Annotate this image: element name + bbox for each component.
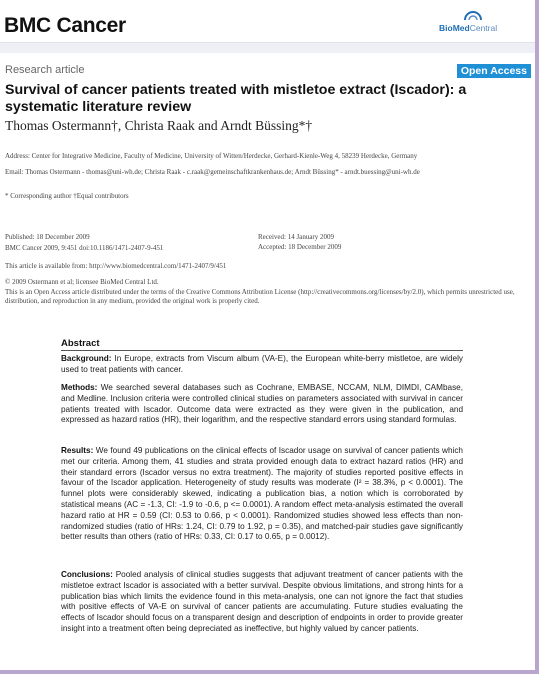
abstract-results: [61, 446, 463, 543]
conclusions-text: Pooled analysis of clinical studies suggests that adjuvant treatment of cancer patients with the mistletoe extract Iscador is associated with a better survival. Despite obvious limitations, and strong hints for a publication bias which limits the evidence found in this meta-analysis, one can not ignore the fact that studies with positive effects of VA-E on survival of cancer patients are accumulating. Future studies evaluating the effects of Iscador should focus on a transparent design and description of endpoints in order to provide greater insight into a treatment often being depreciated as ineffective, but highly valued by cancer patients.: [61, 570, 463, 633]
copyright: © 2009 Ostermann et al; licensee BioMed Central Ltd.: [5, 278, 159, 286]
journal-name: BMC Cancer: [4, 14, 126, 37]
copyright-block: [5, 278, 530, 307]
background-text: In Europe, extracts from Viscum album (VA-E), the European white-berry mistletoe, are widely used to treat patients with cancer.: [61, 354, 463, 374]
header-rule: [0, 42, 535, 53]
received-accepted: [258, 233, 341, 252]
address: Address: Center for Integrative Medicine, Faculty of Medicine, University of Witten/Herdecke, Gerhard-Kienle-Weg 4, 58239 Herdecke, Germany: [5, 152, 418, 160]
abstract-conclusions: [61, 570, 463, 635]
publisher-logo: [439, 6, 529, 36]
open-access-badge: Open Access: [457, 64, 531, 78]
publisher-part2: Central: [469, 23, 498, 33]
received-date: Received: 14 January 2009: [258, 233, 335, 241]
publisher-part1: BioMed: [439, 23, 470, 33]
background-label: Background:: [61, 354, 112, 363]
results-text: We found 49 publications on the clinical effects of Iscador usage on survival of cancer patients which met our criteria. Among them, 41 studies and strata provided enough data to extract hazard ratios (HR) and their standard errors (Iscador versus no extra treatment). The majority of studies reported positive effects in favour of the Iscador application. Heterogeneity of study results was moderate (I² = 38.3%, p < 0.0001). The funnel plots were considerably skewed, indicating a publication bias, a notion which is corroborated by statistical means (AC = -1.3, CI: -1.9 to -0.6, p <= 0.0001). A random effect meta-analysis estimated the overall hazard ratio at HR = 0.59 (CI: 0.53 to 0.66, p < 0.0001). Randomized studies showed less effects than non-randomized studies (ratio of HRs: 1.24, CI: 0.79 to 1.92, p = 0.35), and matched-pair studies gave significantly better results than others (ratio of HRs: 0.33, CI: 0.17 to 0.65, p = 0.0012).: [61, 446, 463, 542]
accepted-date: Accepted: 18 December 2009: [258, 242, 342, 251]
conclusions-label: Conclusions:: [61, 570, 113, 579]
abstract-rule: [61, 350, 463, 351]
abstract-box: [50, 330, 474, 662]
availability: This article is available from: http://www.biomedcentral.com/1471-2407/9/451: [5, 262, 227, 270]
published-date: Published: 18 December 2009: [5, 233, 90, 241]
abstract-background: [61, 354, 463, 376]
methods-text: We searched several databases such as Cochrane, EMBASE, NCCAM, NLM, DIMDI, CAMbase, and Medline. Inclusion criteria were controlled clinical studies on parameters associated with survival in cancer patients treated with Iscador. Outcome data were extracted as they were given in the publication, and expressed as hazard ratios (HR), their logarithm, and the respective standard errors using standard formulas.: [61, 383, 463, 425]
citation: BMC Cancer 2009, 9:451 doi:10.1186/1471-2407-9-451: [5, 244, 164, 252]
authors: Thomas Ostermann†, Christa Raak and Arndt Büssing*†: [5, 118, 313, 133]
logo-arc-icon: [463, 6, 483, 22]
results-label: Results:: [61, 446, 94, 455]
article-title: Survival of cancer patients treated with mistletoe extract (Iscador): a systematic literature review: [5, 82, 467, 115]
article-type: Research article: [5, 64, 85, 76]
email: Email: Thomas Ostermann - thomas@uni-wh.de; Christa Raak - c.raak@gemeinschaftkrankenhaus.de; Arndt Büssing* - arndt.buessing@uni-wh.de: [5, 168, 420, 176]
corresponding-note: * Corresponding author †Equal contributors: [5, 192, 129, 200]
license: This is an Open Access article distributed under the terms of the Creative Commons Attribution License (http://creativecommons.org/licenses/by/2.0), which permits unrestricted use, distribution, and reproduction in any medium, provided the original work is properly cited.: [5, 287, 515, 305]
publisher-name: [439, 23, 497, 33]
abstract-methods: [61, 383, 463, 426]
methods-label: Methods:: [61, 383, 98, 392]
abstract-heading: Abstract: [61, 338, 100, 349]
